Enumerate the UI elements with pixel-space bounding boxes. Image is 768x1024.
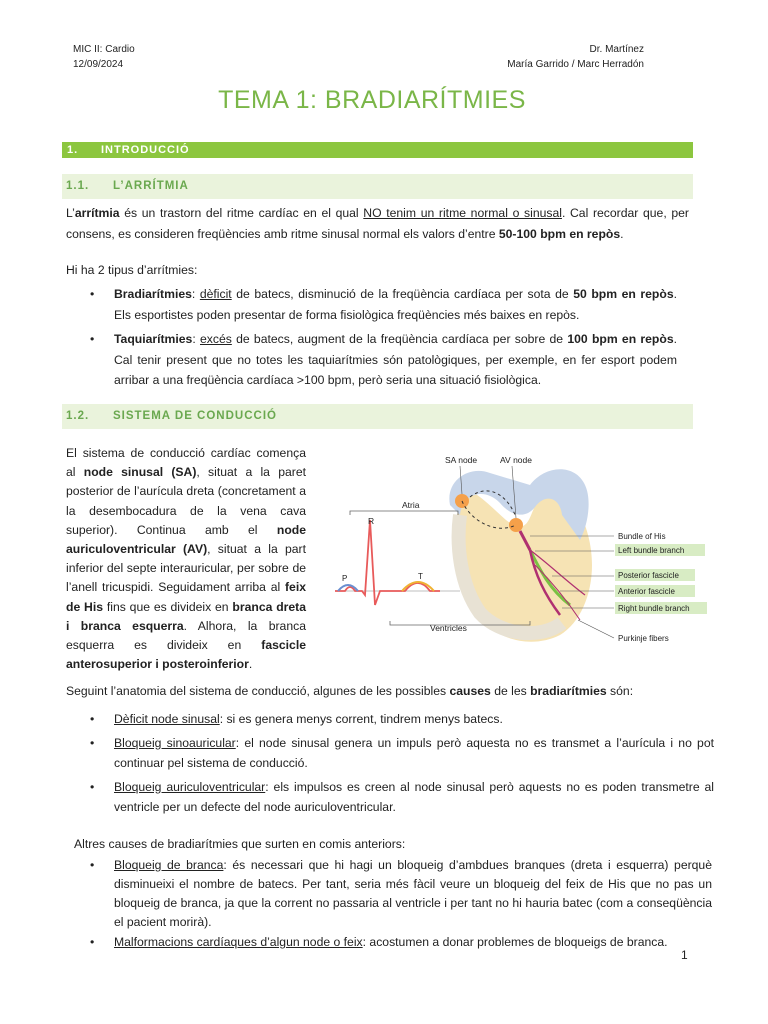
- subsection-label: L’ARRÍTMIA: [113, 180, 189, 192]
- av-node-marker: [509, 518, 523, 532]
- conduction-system-diagram: [330, 445, 710, 655]
- header-right: [507, 42, 644, 72]
- section-label: INTRODUCCIÓ: [101, 144, 190, 156]
- page-number: 1: [681, 948, 688, 962]
- other-causes-intro: Altres causes de bradiarítmies que surten en comis anteriors:: [74, 837, 406, 851]
- course-name: MIC II: Cardio: [73, 44, 135, 55]
- bundle-his-label: Bundle of His: [618, 532, 666, 541]
- list-item-bradiarritmies: • Bradiarítmies: dèficit de batecs, disminució de la freqüència cardíaca per sota de 50 bpm en repòs. Els esportistes poden presentar de forma fisiològica freqüències més baixes en repòs.: [90, 287, 677, 322]
- sa-node-label: SA node: [445, 455, 478, 465]
- section-number: 1.: [67, 144, 79, 156]
- arritmia-definition: L’arrítmia és un trastorn del ritme cardíac en el qual NO tenim un ritme normal o sinusal. Cal recordar que, per consens, es consideren freqüències amb ritme sinusal normal els valors d’entre 50-100 bpm en repòs.: [66, 206, 689, 241]
- professor-name: Dr. Martínez: [589, 44, 644, 55]
- other-causes-list: [90, 856, 712, 953]
- types-intro: Hi ha 2 tipus d’arrítmies:: [66, 263, 198, 277]
- list-item-other-cause: • Malformacions cardíaques d’algun node o feix: acostumen a donar problemes de bloqueigs de branca.: [90, 935, 668, 949]
- anterior-fascicle-label: Anterior fascicle: [618, 587, 675, 596]
- purkinje-label: Purkinje fibers: [618, 634, 669, 643]
- atria-label: Atria: [402, 500, 420, 510]
- right-bundle-label: Right bundle branch: [618, 604, 690, 613]
- page-title: TEMA 1: BRADIARÍTMIES: [218, 86, 526, 114]
- causes-intro: Seguint l’anatomia del sistema de conducció, algunes de les possibles causes de les bradiarítmies són:: [66, 684, 634, 698]
- conduction-system-text: El sistema de conducció cardíac comença al node sinusal (SA), situat a la paret posterior de l’aurícula dreta (concretament a la desembocadura de la vena cava superior). Continua amb el node auriculoventricular (AV), situat a la part inferior del septe interauricular, per sobre de l’anell tricuspidi. Seguidament arriba al feix de His fins que es divideix en branca dreta i branca esquerra. Alhora, la branca esquerra es divideix en fascicle anterosuperior i posteroinferior.: [66, 446, 307, 672]
- list-item-cause: • Dèficit node sinusal: si es genera menys corrent, tindrem menys batecs.: [90, 712, 503, 726]
- subsection-heading-arritmia: [62, 174, 693, 199]
- causes-list: [90, 709, 714, 818]
- list-item-cause: • Bloqueig auriculoventricular: els impulsos es creen al node sinusal però aquests no es poden transmetre al ventricle per un defecte del node auriculoventricular.: [90, 779, 714, 814]
- arrhythmia-types-list: [90, 284, 677, 391]
- section-heading-introduccio: [62, 142, 693, 158]
- subsection-number: 1.2.: [66, 410, 90, 422]
- list-item-other-cause: • Bloqueig de branca: és necessari que hi hagi un bloqueig d’ambdues branques (dreta i esquerra) perquè disminueixi el nombre de batecs. Per tant, seria més fàcil veure un bloqueig del feix de His que no pas un bloqueig de branca, ja que la corrent no passaria al ventricle i per tant no hi hauria batec (com a conseqüència el pacient morirà).: [90, 858, 712, 929]
- authors: María Garrido / Marc Herradón: [507, 59, 644, 70]
- ecg-trace: [335, 520, 440, 605]
- ecg-t-label: T: [418, 572, 423, 581]
- header-left: [73, 42, 135, 72]
- atria-bracket: [350, 511, 458, 515]
- ventricles-label: Ventricles: [430, 623, 467, 633]
- ecg-p-label: P: [342, 574, 348, 583]
- subsection-label: SISTEMA DE CONDUCCIÓ: [113, 410, 277, 422]
- list-item-cause: • Bloqueig sinoauricular: el node sinusal genera un impuls però aquesta no es transmet a l’aurícula i no pot continuar pel sistema de conducció.: [90, 735, 714, 770]
- header-date: 12/09/2024: [73, 59, 124, 70]
- list-item-taquiarritmies: • Taquiarítmies: excés de batecs, augment de la freqüència cardíaca per sobre de 100 bpm en repòs. Cal tenir present que no totes les taquiarítmies són patològiques, per exemple, en fer esport podem arribar a una freqüència cardíaca >100 bpm, però seria una situació fisiològica.: [90, 332, 677, 387]
- posterior-fascicle-label: Posterior fascicle: [618, 571, 679, 580]
- av-node-label: AV node: [500, 455, 532, 465]
- subsection-number: 1.1.: [66, 180, 90, 192]
- ecg-r-label: R: [368, 516, 375, 526]
- subsection-heading-sistema-conduccio: [62, 404, 693, 429]
- left-bundle-label: Left bundle branch: [618, 546, 685, 555]
